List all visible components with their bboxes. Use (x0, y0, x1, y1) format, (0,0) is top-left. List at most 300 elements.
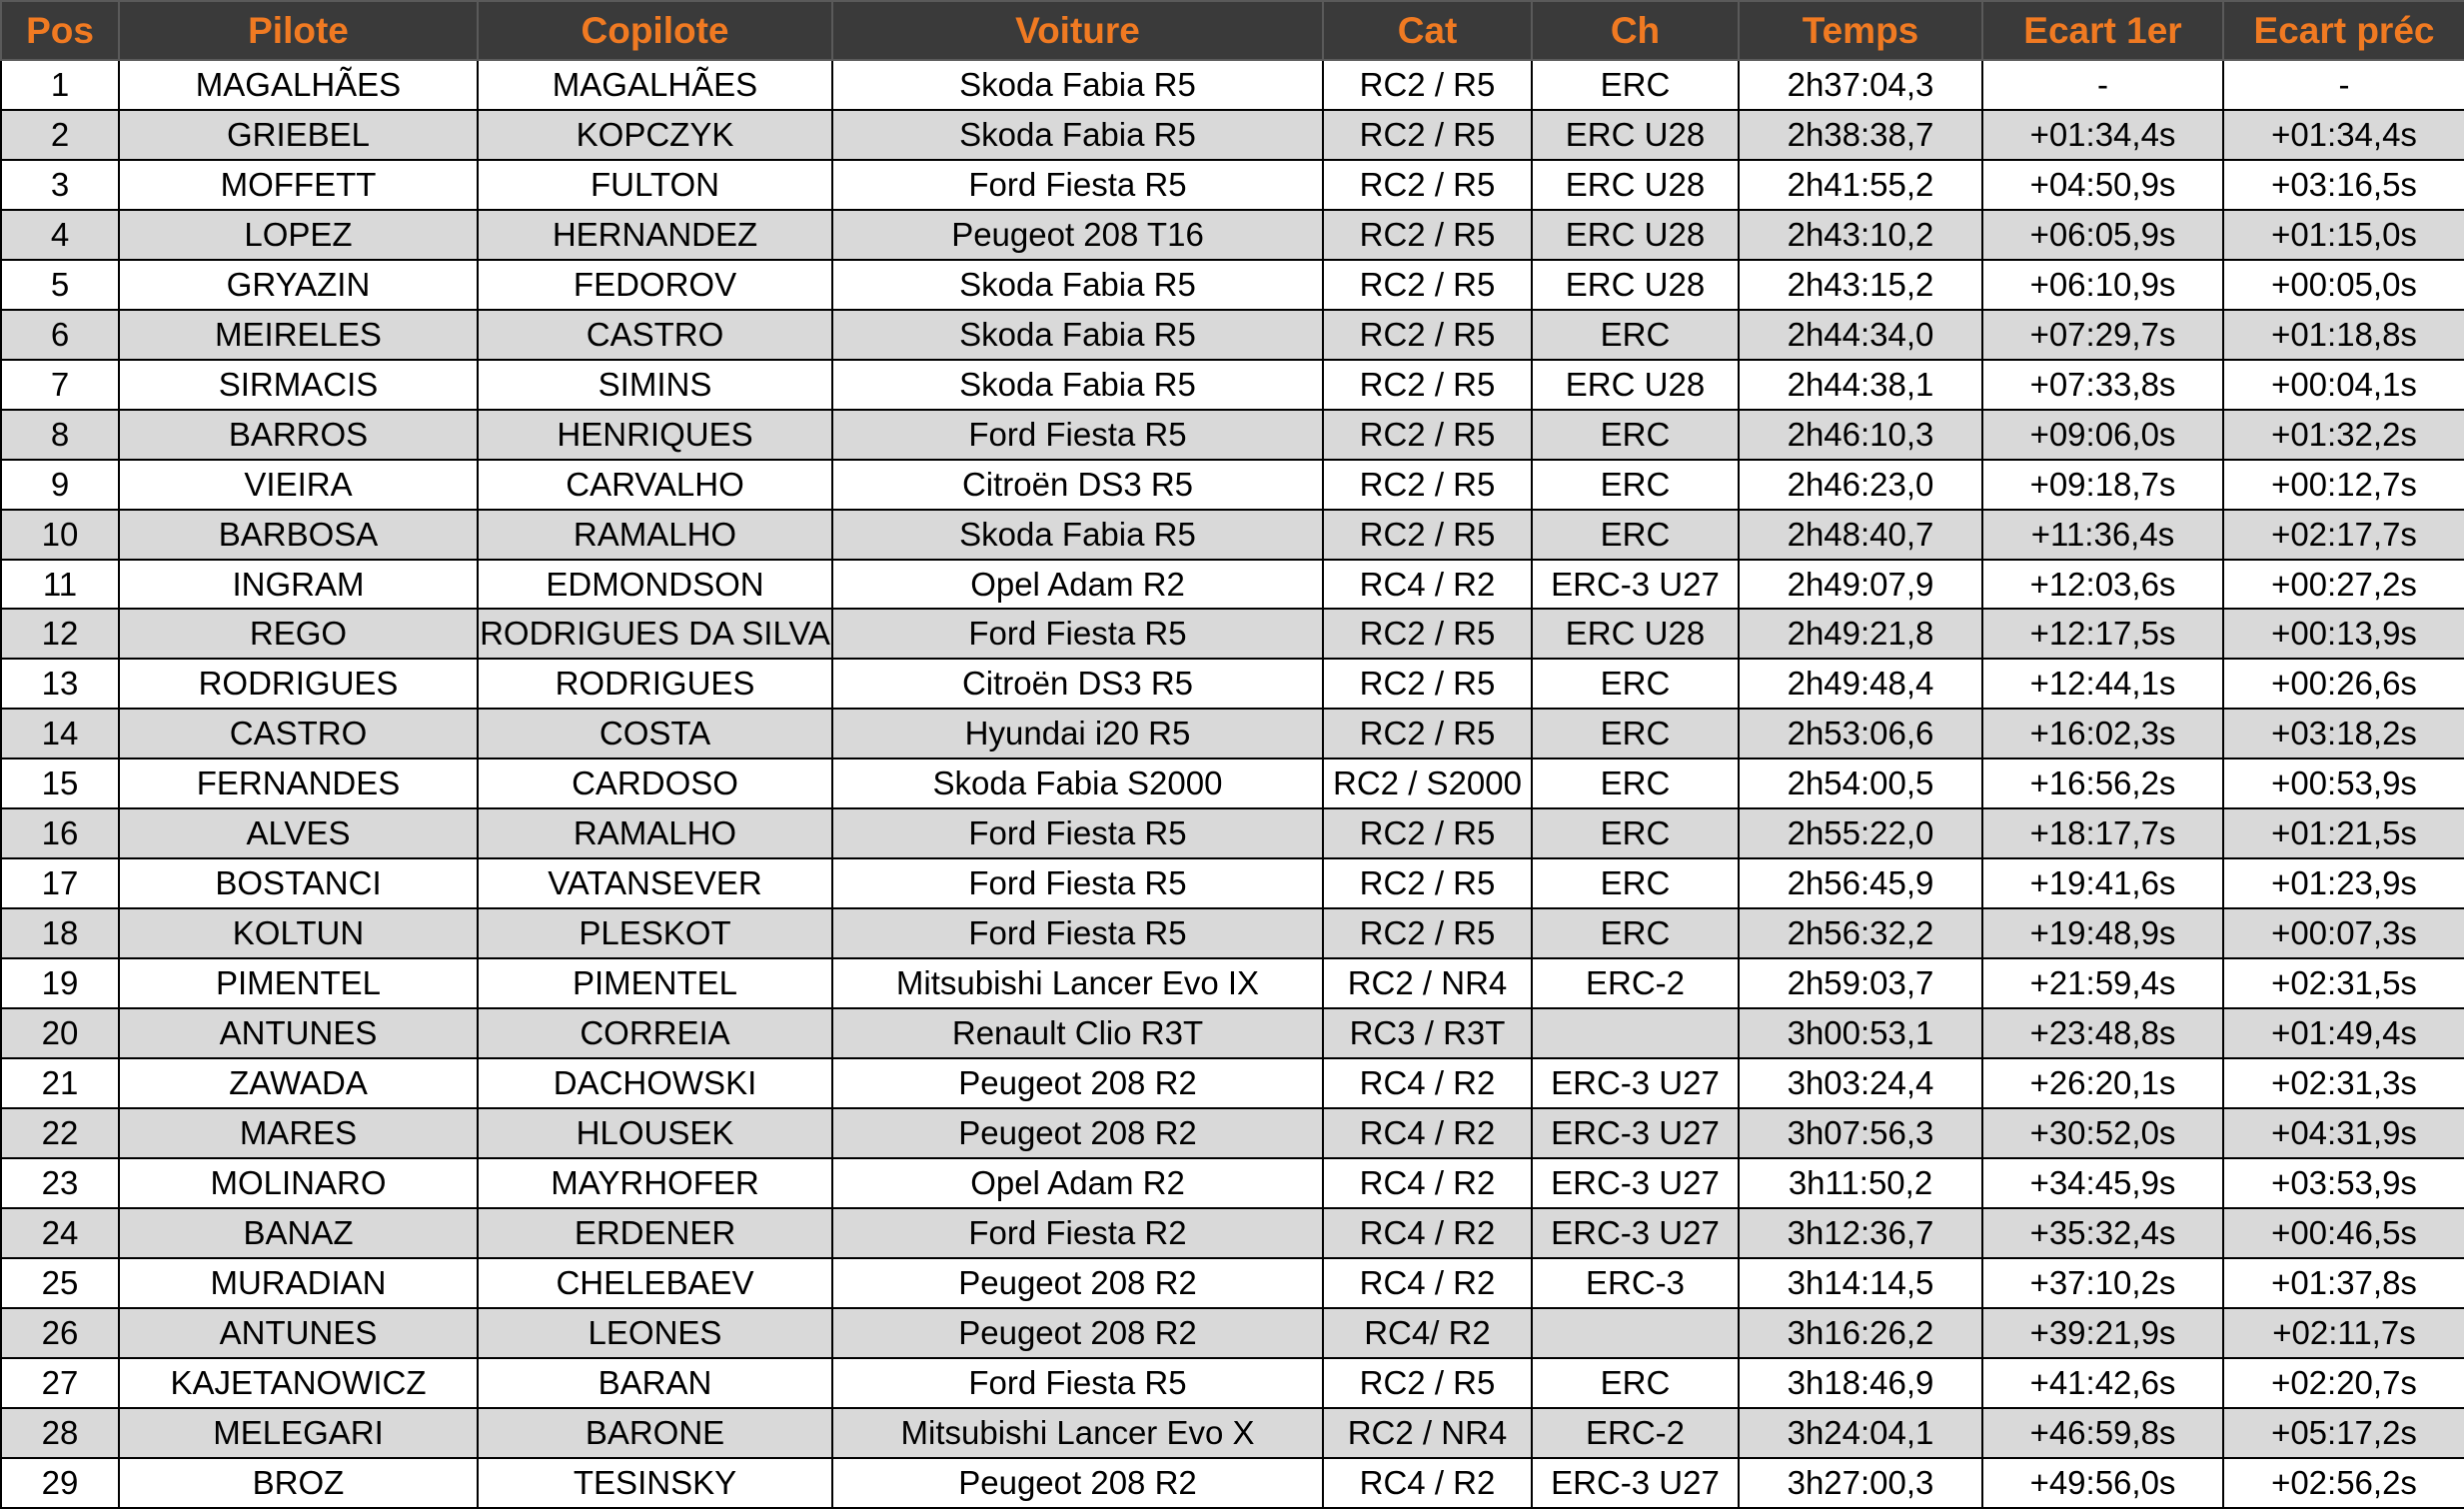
table-row (1, 709, 2464, 758)
cell-ch: ERC U28 (1532, 360, 1739, 410)
cell-copilote: PIMENTEL (478, 958, 832, 1008)
cell-cat: RC4/ R2 (1323, 1308, 1532, 1358)
cell-cat: RC2 / R5 (1323, 460, 1532, 510)
cell-pilote: BARROS (119, 410, 478, 460)
table-row (1, 958, 2464, 1008)
cell-cat: RC4 / R2 (1323, 1458, 1532, 1508)
cell-ecart-prec: +00:53,9s (2223, 758, 2464, 808)
cell-pilote: MELEGARI (119, 1408, 478, 1458)
cell-ecart-prec: +02:31,3s (2223, 1058, 2464, 1108)
cell-ch: ERC-3 U27 (1532, 1058, 1739, 1108)
cell-pos: 24 (1, 1208, 119, 1258)
table-row (1, 560, 2464, 610)
table-row (1, 1108, 2464, 1158)
cell-pilote: KAJETANOWICZ (119, 1358, 478, 1408)
cell-voiture: Ford Fiesta R5 (832, 808, 1323, 858)
table-row (1, 858, 2464, 908)
cell-ecart-1er: +12:44,1s (1982, 659, 2223, 709)
cell-ecart-prec: +01:15,0s (2223, 210, 2464, 260)
cell-temps: 2h53:06,6 (1739, 709, 1982, 758)
cell-temps: 2h59:03,7 (1739, 958, 1982, 1008)
cell-ecart-prec: +00:07,3s (2223, 908, 2464, 958)
cell-ecart-prec: +05:17,2s (2223, 1408, 2464, 1458)
cell-pilote: MURADIAN (119, 1258, 478, 1308)
cell-temps: 2h49:21,8 (1739, 609, 1982, 659)
cell-voiture: Renault Clio R3T (832, 1008, 1323, 1058)
cell-ecart-1er: +26:20,1s (1982, 1058, 2223, 1108)
cell-ecart-prec: +00:12,7s (2223, 460, 2464, 510)
cell-pilote: ANTUNES (119, 1308, 478, 1358)
cell-copilote: HENRIQUES (478, 410, 832, 460)
cell-ecart-1er: +01:34,4s (1982, 110, 2223, 160)
cell-ecart-1er: +39:21,9s (1982, 1308, 2223, 1358)
column-header-ecart-1er: Ecart 1er (1982, 1, 2223, 60)
table-row (1, 1308, 2464, 1358)
table-row (1, 1358, 2464, 1408)
table-body (1, 60, 2464, 1508)
cell-temps: 2h43:10,2 (1739, 210, 1982, 260)
column-header-pilote: Pilote (119, 1, 478, 60)
cell-ecart-1er: +19:41,6s (1982, 858, 2223, 908)
cell-cat: RC2 / R5 (1323, 659, 1532, 709)
cell-ecart-1er: +49:56,0s (1982, 1458, 2223, 1508)
cell-copilote: RODRIGUES (478, 659, 832, 709)
cell-pos: 26 (1, 1308, 119, 1358)
cell-cat: RC4 / R2 (1323, 1108, 1532, 1158)
cell-ch: ERC (1532, 60, 1739, 110)
cell-voiture: Citroën DS3 R5 (832, 659, 1323, 709)
cell-ecart-1er: +11:36,4s (1982, 510, 2223, 560)
cell-ch: ERC (1532, 758, 1739, 808)
cell-ch (1532, 1008, 1739, 1058)
cell-copilote: CORREIA (478, 1008, 832, 1058)
cell-copilote: COSTA (478, 709, 832, 758)
cell-ecart-prec: +04:31,9s (2223, 1108, 2464, 1158)
cell-pilote: ANTUNES (119, 1008, 478, 1058)
cell-voiture: Skoda Fabia R5 (832, 310, 1323, 360)
cell-ecart-1er: +23:48,8s (1982, 1008, 2223, 1058)
cell-pos: 6 (1, 310, 119, 360)
cell-voiture: Ford Fiesta R5 (832, 410, 1323, 460)
cell-pos: 10 (1, 510, 119, 560)
cell-ecart-1er: +07:29,7s (1982, 310, 2223, 360)
cell-pilote: LOPEZ (119, 210, 478, 260)
table-row (1, 659, 2464, 709)
cell-copilote: FULTON (478, 160, 832, 210)
cell-cat: RC4 / R2 (1323, 1258, 1532, 1308)
table-row (1, 908, 2464, 958)
cell-pilote: ALVES (119, 808, 478, 858)
cell-temps: 2h54:00,5 (1739, 758, 1982, 808)
cell-ecart-prec: +03:16,5s (2223, 160, 2464, 210)
cell-ecart-prec: +01:37,8s (2223, 1258, 2464, 1308)
cell-pilote: REGO (119, 609, 478, 659)
column-header-copilote: Copilote (478, 1, 832, 60)
cell-ecart-1er: +12:17,5s (1982, 609, 2223, 659)
column-header-ch: Ch (1532, 1, 1739, 60)
cell-cat: RC2 / NR4 (1323, 958, 1532, 1008)
cell-voiture: Ford Fiesta R5 (832, 609, 1323, 659)
cell-ch: ERC (1532, 709, 1739, 758)
cell-ecart-prec: +02:17,7s (2223, 510, 2464, 560)
cell-temps: 2h43:15,2 (1739, 260, 1982, 310)
cell-ch: ERC (1532, 410, 1739, 460)
cell-cat: RC2 / R5 (1323, 410, 1532, 460)
cell-ch: ERC-3 U27 (1532, 1158, 1739, 1208)
cell-pos: 12 (1, 609, 119, 659)
cell-pos: 11 (1, 560, 119, 610)
table-row (1, 310, 2464, 360)
cell-ch: ERC (1532, 310, 1739, 360)
cell-temps: 2h38:38,7 (1739, 110, 1982, 160)
cell-voiture: Opel Adam R2 (832, 1158, 1323, 1208)
cell-ecart-prec: +01:18,8s (2223, 310, 2464, 360)
cell-ecart-prec: +02:56,2s (2223, 1458, 2464, 1508)
table-row (1, 1408, 2464, 1458)
cell-temps: 2h37:04,3 (1739, 60, 1982, 110)
cell-pilote: SIRMACIS (119, 360, 478, 410)
cell-copilote: BARAN (478, 1358, 832, 1408)
cell-temps: 3h00:53,1 (1739, 1008, 1982, 1058)
cell-ch: ERC U28 (1532, 110, 1739, 160)
cell-ecart-prec: +02:20,7s (2223, 1358, 2464, 1408)
cell-pilote: INGRAM (119, 560, 478, 610)
cell-pilote: MOFFETT (119, 160, 478, 210)
table-row (1, 758, 2464, 808)
cell-copilote: LEONES (478, 1308, 832, 1358)
cell-voiture: Ford Fiesta R5 (832, 858, 1323, 908)
cell-cat: RC2 / R5 (1323, 709, 1532, 758)
cell-pilote: MARES (119, 1108, 478, 1158)
cell-temps: 2h56:32,2 (1739, 908, 1982, 958)
cell-copilote: CHELEBAEV (478, 1258, 832, 1308)
cell-pos: 21 (1, 1058, 119, 1108)
cell-pilote: BANAZ (119, 1208, 478, 1258)
cell-pos: 13 (1, 659, 119, 709)
table-row (1, 510, 2464, 560)
cell-ecart-1er: +16:02,3s (1982, 709, 2223, 758)
cell-copilote: CARDOSO (478, 758, 832, 808)
cell-voiture: Skoda Fabia R5 (832, 360, 1323, 410)
cell-copilote: VATANSEVER (478, 858, 832, 908)
cell-pos: 18 (1, 908, 119, 958)
cell-ch: ERC-2 (1532, 1408, 1739, 1458)
cell-cat: RC2 / R5 (1323, 260, 1532, 310)
cell-voiture: Skoda Fabia R5 (832, 260, 1323, 310)
cell-temps: 3h07:56,3 (1739, 1108, 1982, 1158)
cell-ecart-prec: - (2223, 60, 2464, 110)
cell-temps: 2h55:22,0 (1739, 808, 1982, 858)
cell-copilote: EDMONDSON (478, 560, 832, 610)
cell-cat: RC2 / NR4 (1323, 1408, 1532, 1458)
cell-ecart-1er: +04:50,9s (1982, 160, 2223, 210)
cell-pilote: VIEIRA (119, 460, 478, 510)
cell-voiture: Mitsubishi Lancer Evo IX (832, 958, 1323, 1008)
cell-ecart-1er: +21:59,4s (1982, 958, 2223, 1008)
cell-pilote: KOLTUN (119, 908, 478, 958)
cell-voiture: Citroën DS3 R5 (832, 460, 1323, 510)
cell-ecart-prec: +03:53,9s (2223, 1158, 2464, 1208)
cell-cat: RC4 / R2 (1323, 1208, 1532, 1258)
cell-ecart-prec: +00:05,0s (2223, 260, 2464, 310)
cell-pos: 28 (1, 1408, 119, 1458)
cell-pilote: BROZ (119, 1458, 478, 1508)
cell-ch (1532, 1308, 1739, 1358)
cell-ecart-1er: +34:45,9s (1982, 1158, 2223, 1208)
cell-cat: RC2 / R5 (1323, 360, 1532, 410)
cell-copilote: KOPCZYK (478, 110, 832, 160)
cell-temps: 3h11:50,2 (1739, 1158, 1982, 1208)
table-row (1, 410, 2464, 460)
cell-copilote: PLESKOT (478, 908, 832, 958)
cell-cat: RC2 / R5 (1323, 1358, 1532, 1408)
cell-cat: RC2 / R5 (1323, 510, 1532, 560)
cell-ch: ERC-3 U27 (1532, 1458, 1739, 1508)
cell-copilote: CARVALHO (478, 460, 832, 510)
table-row (1, 1208, 2464, 1258)
cell-pos: 8 (1, 410, 119, 460)
cell-ch: ERC U28 (1532, 210, 1739, 260)
cell-pilote: CASTRO (119, 709, 478, 758)
cell-ecart-prec: +02:31,5s (2223, 958, 2464, 1008)
cell-ecart-1er: +30:52,0s (1982, 1108, 2223, 1158)
cell-cat: RC2 / R5 (1323, 858, 1532, 908)
cell-voiture: Ford Fiesta R2 (832, 1208, 1323, 1258)
cell-temps: 3h03:24,4 (1739, 1058, 1982, 1108)
cell-ch: ERC-3 U27 (1532, 1208, 1739, 1258)
cell-copilote: BARONE (478, 1408, 832, 1458)
cell-voiture: Peugeot 208 R2 (832, 1108, 1323, 1158)
cell-ch: ERC (1532, 659, 1739, 709)
cell-copilote: TESINSKY (478, 1458, 832, 1508)
cell-pilote: MAGALHÃES (119, 60, 478, 110)
cell-ch: ERC U28 (1532, 260, 1739, 310)
cell-pilote: BOSTANCI (119, 858, 478, 908)
cell-pilote: FERNANDES (119, 758, 478, 808)
cell-copilote: RAMALHO (478, 510, 832, 560)
table-row (1, 160, 2464, 210)
cell-ecart-1er: +19:48,9s (1982, 908, 2223, 958)
table-header (1, 1, 2464, 60)
cell-pos: 22 (1, 1108, 119, 1158)
cell-voiture: Peugeot 208 R2 (832, 1058, 1323, 1108)
cell-ecart-1er: +12:03,6s (1982, 560, 2223, 610)
cell-ecart-prec: +00:27,2s (2223, 560, 2464, 610)
cell-ecart-1er: +09:18,7s (1982, 460, 2223, 510)
cell-ecart-1er: - (1982, 60, 2223, 110)
cell-pilote: GRYAZIN (119, 260, 478, 310)
cell-pilote: GRIEBEL (119, 110, 478, 160)
cell-ch: ERC (1532, 808, 1739, 858)
cell-pos: 2 (1, 110, 119, 160)
cell-copilote: HERNANDEZ (478, 210, 832, 260)
cell-ecart-prec: +00:04,1s (2223, 360, 2464, 410)
cell-pos: 5 (1, 260, 119, 310)
cell-ch: ERC (1532, 858, 1739, 908)
cell-pos: 7 (1, 360, 119, 410)
cell-cat: RC4 / R2 (1323, 1058, 1532, 1108)
cell-pos: 1 (1, 60, 119, 110)
cell-temps: 2h44:34,0 (1739, 310, 1982, 360)
cell-voiture: Ford Fiesta R5 (832, 160, 1323, 210)
column-header-pos: Pos (1, 1, 119, 60)
cell-ecart-1er: +35:32,4s (1982, 1208, 2223, 1258)
cell-pilote: ZAWADA (119, 1058, 478, 1108)
cell-copilote: CASTRO (478, 310, 832, 360)
cell-cat: RC2 / R5 (1323, 110, 1532, 160)
cell-ch: ERC-3 U27 (1532, 1108, 1739, 1158)
cell-ch: ERC U28 (1532, 160, 1739, 210)
cell-pilote: PIMENTEL (119, 958, 478, 1008)
cell-cat: RC2 / S2000 (1323, 758, 1532, 808)
column-header-temps: Temps (1739, 1, 1982, 60)
cell-voiture: Ford Fiesta R5 (832, 1358, 1323, 1408)
cell-ch: ERC U28 (1532, 609, 1739, 659)
cell-temps: 3h18:46,9 (1739, 1358, 1982, 1408)
cell-temps: 3h14:14,5 (1739, 1258, 1982, 1308)
cell-ecart-prec: +00:46,5s (2223, 1208, 2464, 1258)
cell-ecart-1er: +18:17,7s (1982, 808, 2223, 858)
cell-voiture: Skoda Fabia S2000 (832, 758, 1323, 808)
cell-ch: ERC (1532, 908, 1739, 958)
cell-voiture: Skoda Fabia R5 (832, 60, 1323, 110)
cell-temps: 3h27:00,3 (1739, 1458, 1982, 1508)
cell-pilote: MEIRELES (119, 310, 478, 360)
cell-ch: ERC-3 U27 (1532, 560, 1739, 610)
cell-ecart-prec: +01:23,9s (2223, 858, 2464, 908)
cell-ecart-1er: +16:56,2s (1982, 758, 2223, 808)
table-row (1, 1008, 2464, 1058)
cell-copilote: RODRIGUES DA SILVA (478, 609, 832, 659)
cell-pos: 4 (1, 210, 119, 260)
table-row (1, 460, 2464, 510)
cell-ch: ERC (1532, 460, 1739, 510)
cell-pilote: MOLINARO (119, 1158, 478, 1208)
cell-copilote: ERDENER (478, 1208, 832, 1258)
cell-voiture: Mitsubishi Lancer Evo X (832, 1408, 1323, 1458)
cell-ecart-prec: +00:13,9s (2223, 609, 2464, 659)
column-header-ecart-prec: Ecart préc (2223, 1, 2464, 60)
cell-cat: RC2 / R5 (1323, 210, 1532, 260)
cell-voiture: Skoda Fabia R5 (832, 510, 1323, 560)
cell-temps: 3h24:04,1 (1739, 1408, 1982, 1458)
cell-ecart-1er: +37:10,2s (1982, 1258, 2223, 1308)
cell-ecart-prec: +02:11,7s (2223, 1308, 2464, 1358)
cell-voiture: Peugeot 208 R2 (832, 1458, 1323, 1508)
cell-voiture: Hyundai i20 R5 (832, 709, 1323, 758)
column-header-voiture: Voiture (832, 1, 1323, 60)
cell-temps: 2h49:07,9 (1739, 560, 1982, 610)
table-row (1, 360, 2464, 410)
cell-pos: 19 (1, 958, 119, 1008)
cell-copilote: HLOUSEK (478, 1108, 832, 1158)
cell-ecart-1er: +07:33,8s (1982, 360, 2223, 410)
cell-cat: RC2 / R5 (1323, 908, 1532, 958)
cell-ecart-1er: +06:10,9s (1982, 260, 2223, 310)
cell-copilote: RAMALHO (478, 808, 832, 858)
cell-temps: 3h12:36,7 (1739, 1208, 1982, 1258)
cell-ecart-prec: +01:32,2s (2223, 410, 2464, 460)
cell-temps: 2h49:48,4 (1739, 659, 1982, 709)
cell-voiture: Opel Adam R2 (832, 560, 1323, 610)
cell-ecart-prec: +01:34,4s (2223, 110, 2464, 160)
cell-ecart-1er: +06:05,9s (1982, 210, 2223, 260)
cell-cat: RC2 / R5 (1323, 160, 1532, 210)
cell-ch: ERC-3 (1532, 1258, 1739, 1308)
table-row (1, 1258, 2464, 1308)
column-header-cat: Cat (1323, 1, 1532, 60)
cell-pos: 25 (1, 1258, 119, 1308)
cell-temps: 2h44:38,1 (1739, 360, 1982, 410)
cell-ecart-1er: +09:06,0s (1982, 410, 2223, 460)
cell-ch: ERC (1532, 510, 1739, 560)
cell-pilote: BARBOSA (119, 510, 478, 560)
cell-cat: RC3 / R3T (1323, 1008, 1532, 1058)
cell-copilote: MAYRHOFER (478, 1158, 832, 1208)
cell-temps: 3h16:26,2 (1739, 1308, 1982, 1358)
cell-ecart-1er: +41:42,6s (1982, 1358, 2223, 1408)
cell-temps: 2h48:40,7 (1739, 510, 1982, 560)
cell-pos: 9 (1, 460, 119, 510)
cell-pos: 23 (1, 1158, 119, 1208)
cell-voiture: Peugeot 208 T16 (832, 210, 1323, 260)
cell-copilote: SIMINS (478, 360, 832, 410)
cell-voiture: Peugeot 208 R2 (832, 1308, 1323, 1358)
cell-voiture: Ford Fiesta R5 (832, 908, 1323, 958)
cell-voiture: Peugeot 208 R2 (832, 1258, 1323, 1308)
cell-ecart-prec: +03:18,2s (2223, 709, 2464, 758)
cell-pos: 20 (1, 1008, 119, 1058)
table-row (1, 260, 2464, 310)
cell-copilote: DACHOWSKI (478, 1058, 832, 1108)
cell-voiture: Skoda Fabia R5 (832, 110, 1323, 160)
cell-temps: 2h46:10,3 (1739, 410, 1982, 460)
table-row (1, 210, 2464, 260)
cell-pos: 15 (1, 758, 119, 808)
table-row (1, 1058, 2464, 1108)
cell-cat: RC2 / R5 (1323, 808, 1532, 858)
table-row (1, 1458, 2464, 1508)
cell-ecart-prec: +00:26,6s (2223, 659, 2464, 709)
cell-pilote: RODRIGUES (119, 659, 478, 709)
cell-ch: ERC (1532, 1358, 1739, 1408)
cell-temps: 2h41:55,2 (1739, 160, 1982, 210)
cell-cat: RC2 / R5 (1323, 310, 1532, 360)
cell-ecart-1er: +46:59,8s (1982, 1408, 2223, 1458)
cell-cat: RC4 / R2 (1323, 1158, 1532, 1208)
cell-cat: RC2 / R5 (1323, 60, 1532, 110)
cell-cat: RC2 / R5 (1323, 609, 1532, 659)
table-row (1, 60, 2464, 110)
cell-temps: 2h56:45,9 (1739, 858, 1982, 908)
cell-copilote: MAGALHÃES (478, 60, 832, 110)
cell-pos: 17 (1, 858, 119, 908)
table-row (1, 1158, 2464, 1208)
table-row (1, 609, 2464, 659)
header-row (1, 1, 2464, 60)
cell-ecart-prec: +01:21,5s (2223, 808, 2464, 858)
cell-pos: 14 (1, 709, 119, 758)
table-row (1, 808, 2464, 858)
cell-ecart-prec: +01:49,4s (2223, 1008, 2464, 1058)
cell-temps: 2h46:23,0 (1739, 460, 1982, 510)
cell-cat: RC4 / R2 (1323, 560, 1532, 610)
cell-copilote: FEDOROV (478, 260, 832, 310)
cell-ch: ERC-2 (1532, 958, 1739, 1008)
cell-pos: 16 (1, 808, 119, 858)
cell-pos: 3 (1, 160, 119, 210)
cell-pos: 27 (1, 1358, 119, 1408)
